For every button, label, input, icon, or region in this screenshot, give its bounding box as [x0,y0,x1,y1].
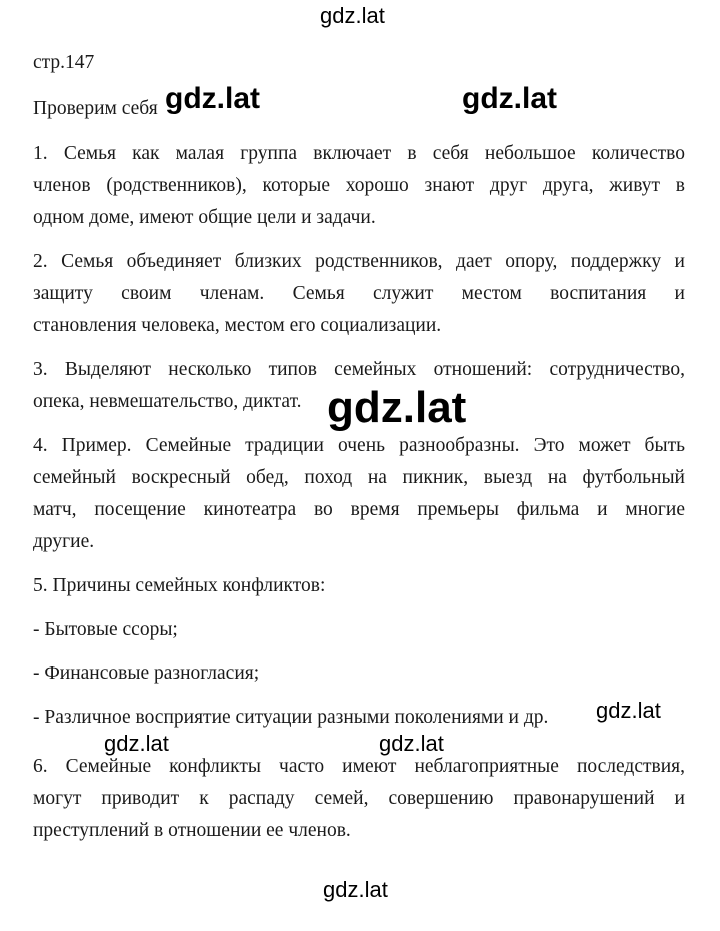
watermark-right-lower: gdz.lat [596,698,661,723]
list-item: - Различное восприятие ситуации разными поколениями и др. [33,707,549,728]
answer-line: 6. Семейные конфликты часто имеют неблагоприятные последствия, [33,756,685,777]
answer-line: одном доме, имеют общие цели и задачи. [33,207,376,228]
list-item: - Бытовые ссоры; [33,619,178,640]
answer-line: 4. Пример. Семейные традиции очень разнообразны. Это может быть [33,435,685,456]
watermark-center: gdz.lat [327,383,467,432]
watermark-left: gdz.lat [165,82,260,115]
answer-line: 2. Семья объединяет близких родственников, дает опору, поддержку и [33,251,685,272]
answer-line: могут приводит к распаду семей, совершению правонарушений и [33,788,685,809]
watermark-bottom: gdz.lat [323,877,388,902]
answer-line: членов (родственников), которые хорошо знают друг друга, живут в [33,175,685,196]
watermark-lower-left: gdz.lat [104,731,169,756]
watermark-right: gdz.lat [462,82,557,115]
watermark-top: gdz.lat [320,3,385,28]
answer-line: защиту своим членам. Семья служит местом воспитания и [33,283,685,304]
answer-line: становления человека, местом его социализации. [33,315,442,336]
answer-line: 1. Семья как малая группа включает в себя небольшое количество [33,143,685,164]
answer-line: матч, посещение кинотеатра во время премьеры фильма и многие [33,499,685,520]
answer-line: 3. Выделяют несколько типов семейных отношений: сотрудничество, [33,359,685,380]
answer-line: опека, невмешательство, диктат. [33,391,302,412]
answer-line: другие. [33,531,95,552]
page-reference: стр.147 [33,52,95,73]
answer-line: семейный воскресный обед, поход на пикник, выезд на футбольный [33,467,685,488]
list-item: - Финансовые разногласия; [33,663,260,684]
answer-line: 5. Причины семейных конфликтов: [33,575,326,596]
answer-line: преступлений в отношении ее членов. [33,820,351,841]
section-heading: Проверим себя [33,98,158,119]
watermark-lower-middle: gdz.lat [379,731,444,756]
